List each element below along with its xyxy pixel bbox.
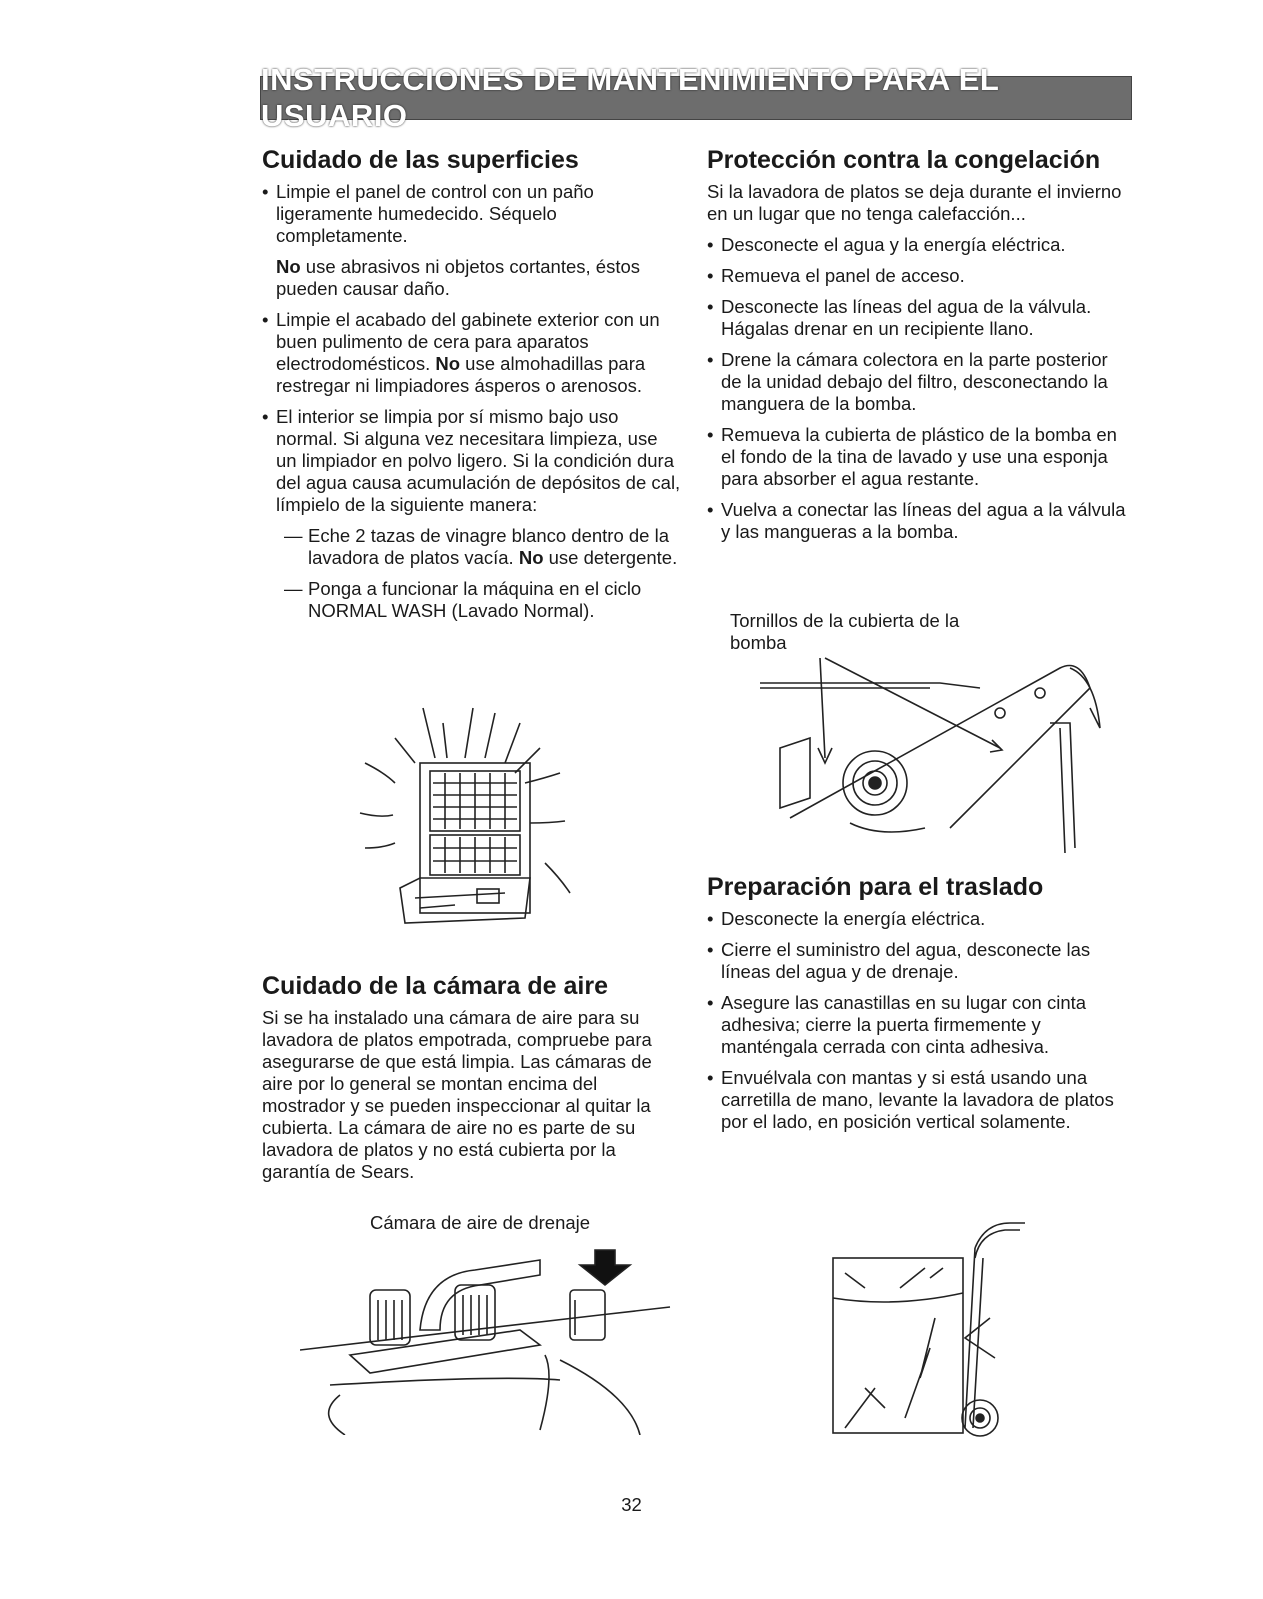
left-column — [262, 146, 682, 631]
bullet-secure-racks — [707, 992, 1132, 1058]
bullet-text: Cierre el suministro del agua, desconecte las líneas del agua y de drenaje. — [721, 939, 1091, 982]
bullet-text: Desconecte las líneas del agua de la válvula. Hágalas drenar en un recipiente llano. — [721, 296, 1092, 339]
bullet-disconnect-power — [707, 908, 1132, 930]
air-gap-section — [262, 972, 682, 1192]
no-emphasis: No — [435, 353, 461, 374]
dishwasher-illustration — [345, 703, 595, 948]
moving-prep-heading: Preparación para el traslado — [707, 873, 1044, 901]
dash-vinegar — [262, 525, 682, 569]
dash-text: Eche 2 tazas de vinagre blanco dentro de la lavadora de platos vacía. — [308, 525, 669, 568]
bullet-disconnect-water-power — [707, 234, 1132, 256]
bullet-control-panel — [262, 181, 682, 247]
note-text: use abrasivos ni objetos cortantes, éstos pueden causar daño. — [276, 256, 641, 299]
page-number: 32 — [621, 1494, 642, 1515]
air-gap-caption: Cámara de aire de drenaje — [370, 1212, 591, 1233]
bullet-text: Desconecte el agua y la energía eléctrica. — [721, 234, 1066, 255]
faucet-air-gap-illustration — [300, 1245, 680, 1435]
bullet-text: El interior se limpia por sí mismo bajo uso normal. Si alguna vez necesitara limpieza, use un limpiador en polvo ligero. Si la condición dura del agua causa acumulación de depósitos de cal, límpielo de la siguiente manera: — [276, 406, 681, 515]
dash-text: Ponga a funcionar la máquina en el ciclo NORMAL WASH (Lavado Normal). — [308, 578, 642, 621]
bullet-text: Remueva el panel de acceso. — [721, 265, 965, 286]
bullet-text: Drene la cámara colectora en la parte posterior de la unidad debajo del filtro, desconectando la manguera de la bomba. — [721, 349, 1108, 414]
bullet-remove-pump-cover — [707, 424, 1132, 490]
freeze-protection-heading: Protección contra la congelación — [707, 146, 1101, 174]
air-gap-text: Si se ha instalado una cámara de aire para su lavadora de platos empotrada, compruebe para asegurarse de que está limpia. Las cámaras de aire por lo general se montan encima del mostrador y se pueden inspeccionar al quitar la cubierta. La cámara de aire no es parte de su lavadora de platos y no está cubierta por la garantía de Sears. — [262, 1007, 652, 1182]
dash-text: use detergente. — [543, 547, 678, 568]
bullet-text: Asegure las canastillas en su lugar con cinta adhesiva; cierre la puerta firmemente y manténgala cerrada con cinta adhesiva. — [721, 992, 1087, 1057]
bullet-text: Vuelva a conectar las líneas del agua a la válvula y las mangueras a la bomba. — [721, 499, 1126, 542]
air-gap-heading: Cuidado de la cámara de aire — [262, 972, 608, 1000]
bullet-disconnect-lines — [707, 296, 1132, 340]
bullet-text: use almohadillas para restregar ni limpiadores ásperos o arenosos. — [276, 353, 646, 396]
right-column — [707, 146, 1132, 552]
bullet-reconnect — [707, 499, 1132, 543]
no-emphasis: No — [518, 547, 544, 568]
bullet-text: Envuélvala con mantas y si está usando una carretilla de mano, levante la lavadora de platos por el lado, en posición vertical solamente. — [721, 1067, 1114, 1132]
freeze-intro: Si la lavadora de platos se deja durante el invierno en un lugar que no tenga calefacción... — [707, 181, 1122, 224]
bullet-text: Limpie el panel de control con un paño ligeramente humedecido. Séquelo completamente. — [276, 181, 594, 246]
bullet-wrap-hand-truck — [707, 1067, 1132, 1133]
moving-prep-section — [707, 873, 1132, 1142]
bullet-remove-panel — [707, 265, 1132, 287]
bullet-text: Limpie el acabado del gabinete exterior con un buen pulimento de cera para aparatos electrodomésticos. — [276, 309, 660, 374]
bullet-interior — [262, 406, 682, 516]
page-banner — [260, 62, 1132, 133]
bullet-text: Remueva la cubierta de plástico de la bomba en el fondo de la tina de lavado y use una esponja para absorber el agua restante. — [721, 424, 1117, 489]
bullet-shut-water — [707, 939, 1132, 983]
pump-screws-caption: Tornillos de la cubierta de la bomba — [730, 610, 960, 653]
surfaces-care-heading: Cuidado de las superficies — [262, 146, 579, 174]
abrasives-note — [262, 256, 682, 300]
bullet-cabinet-finish — [262, 309, 682, 397]
dash-normal-wash — [262, 578, 682, 622]
banner-title: INSTRUCCIONES DE MANTENIMIENTO PARA EL USUARIO — [261, 62, 999, 133]
bullet-text: Desconecte la energía eléctrica. — [721, 908, 986, 929]
hand-truck-illustration — [825, 1218, 1045, 1443]
no-emphasis: No — [276, 256, 301, 277]
bullet-drain-chamber — [707, 349, 1132, 415]
pump-cover-illustration — [730, 648, 1110, 863]
